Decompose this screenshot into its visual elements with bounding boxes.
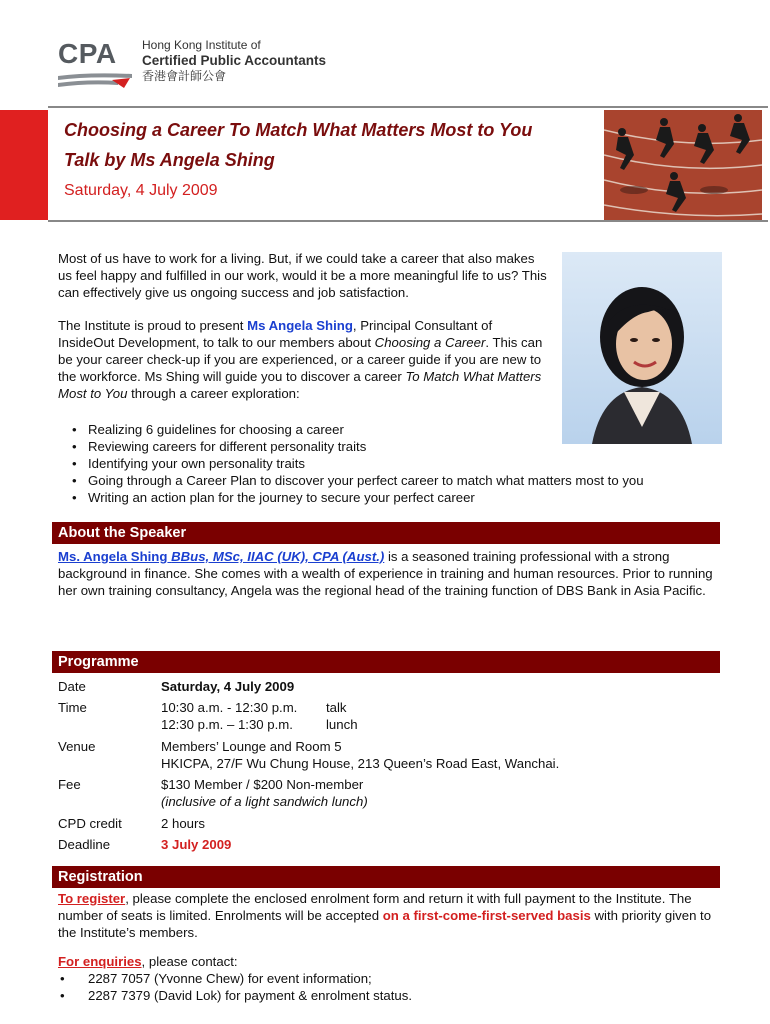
list-item: • 2287 7057 (Yvonne Chew) for event information; — [58, 970, 726, 987]
event-title: Choosing a Career To Match What Matters Most to You — [64, 120, 533, 140]
intro-italic-2: To Match What Matters Most to You — [58, 369, 542, 401]
intro-paragraph-2 — [58, 317, 550, 402]
intro-italic-1: Choosing a Career — [374, 335, 486, 350]
list-item: • Writing an action plan for the journey to secure your perfect career — [72, 489, 732, 506]
fee-line-1: $130 Member / $200 Non-member — [161, 777, 364, 792]
venue-label: Venue — [58, 739, 96, 754]
intro-p2-c: . This can be your career check-up if you are experienced, or a career guide if you are new to the workforce. Ms Shing will guide you to discover a career — [58, 335, 543, 384]
speaker-name — [58, 549, 384, 564]
logo-text — [142, 38, 326, 84]
fee-value — [161, 776, 721, 810]
date-label: Date — [58, 679, 86, 694]
hkicpa-logo — [58, 36, 348, 92]
programme-heading: Programme — [52, 651, 720, 673]
exploration-list — [72, 421, 732, 506]
registration-text — [58, 890, 726, 941]
time-value — [161, 699, 721, 733]
date-value: Saturday, 4 July 2009 — [161, 679, 295, 694]
list-item: • Identifying your own personality traits — [72, 455, 732, 472]
intro-p2-b: , Principal Consultant of InsideOut Development, to talk to our members about — [58, 318, 493, 350]
list-item: • Reviewing careers for different personality traits — [72, 438, 732, 455]
cpd-label: CPD credit — [58, 816, 122, 831]
about-speaker-heading: About the Speaker — [52, 522, 720, 544]
list-item: • 2287 7379 (David Lok) for payment & enrolment status. — [58, 987, 726, 1004]
speaker-name-text: Ms. Angela Shing — [58, 549, 168, 564]
list-item: • Going through a Career Plan to discover your perfect career to match what matters most to you — [72, 472, 732, 489]
event-date: Saturday, 4 July 2009 — [64, 182, 218, 199]
logo-abbr: CPA — [58, 38, 117, 69]
intro-p2-a: The Institute is proud to present — [58, 318, 248, 333]
intro-paragraph-1: Most of us have to work for a living. But, if we could take a career that also makes us feel happy and fulfilled in our work, would it be a more meaningful life to us? This can effectively give us ongoing success and job satisfaction. — [58, 251, 547, 300]
deadline-label: Deadline — [58, 837, 111, 852]
for-enquiries-link[interactable]: For enquiries — [58, 954, 142, 969]
time-slot-1: 10:30 a.m. - 12:30 p.m. — [161, 700, 298, 715]
first-come-highlight: on a first-come-first-served basis — [382, 908, 591, 923]
event-subtitle: Talk by Ms Angela Shing — [64, 150, 275, 170]
time-label: Time — [58, 700, 87, 715]
logo-line-3: 香港會計師公會 — [142, 69, 227, 83]
fee-line-2: (inclusive of a light sandwich lunch) — [161, 794, 368, 809]
speaker-bio — [58, 548, 726, 599]
registration-text-b: with priority given to the Institute’s members. — [58, 908, 712, 940]
running-track-photo — [604, 110, 762, 220]
speaker-portrait-photo — [562, 252, 722, 444]
time-slot-2: 12:30 p.m. – 1:30 p.m. — [161, 717, 293, 732]
intro-text — [58, 250, 550, 418]
fee-label: Fee — [58, 777, 81, 792]
cpd-value: 2 hours — [161, 816, 205, 831]
time-slot-2-tag: lunch — [326, 717, 358, 732]
speaker-credentials: BBus, MSc, IIAC (UK), CPA (Aust.) — [171, 549, 385, 564]
logo-line-1: Hong Kong Institute of — [142, 38, 261, 52]
deadline-value: 3 July 2009 — [161, 837, 232, 852]
venue-line-2: HKICPA, 27/F Wu Chung House, 213 Queen’s Road East, Wanchai. — [161, 756, 560, 771]
enquiries-block — [58, 953, 726, 1004]
time-slot-1-tag: talk — [326, 700, 347, 715]
to-register-link[interactable]: To register — [58, 891, 126, 906]
speaker-bio-text: is a seasoned training professional with a strong background in finance. She comes with a wealth of experience in training and human resources. Prior to running her own training consultancy, Angela was the regional head of the training function of DBS Bank in Asia Pacific. — [58, 549, 713, 598]
cpa-logo-mark — [58, 36, 138, 92]
contact-list — [58, 970, 726, 1004]
red-accent-tab — [0, 110, 48, 220]
speaker-name-highlight: Ms Angela Shing — [247, 318, 353, 333]
logo-stripes-icon — [58, 72, 132, 90]
venue-value — [161, 738, 721, 772]
venue-line-1: Members’ Lounge and Room 5 — [161, 739, 342, 754]
enquiries-text: , please contact: — [141, 954, 238, 969]
registration-heading: Registration — [52, 866, 720, 888]
intro-p2-d: through a career exploration: — [127, 386, 300, 401]
registration-text-a: , please complete the enclosed enrolment form and return it with full payment to the Institute. The number of seats is limited. Enrolments will be accepted — [58, 891, 692, 923]
event-banner — [48, 106, 768, 222]
logo-line-2: Certified Public Accountants — [142, 53, 327, 68]
list-item: • Realizing 6 guidelines for choosing a career — [72, 421, 732, 438]
